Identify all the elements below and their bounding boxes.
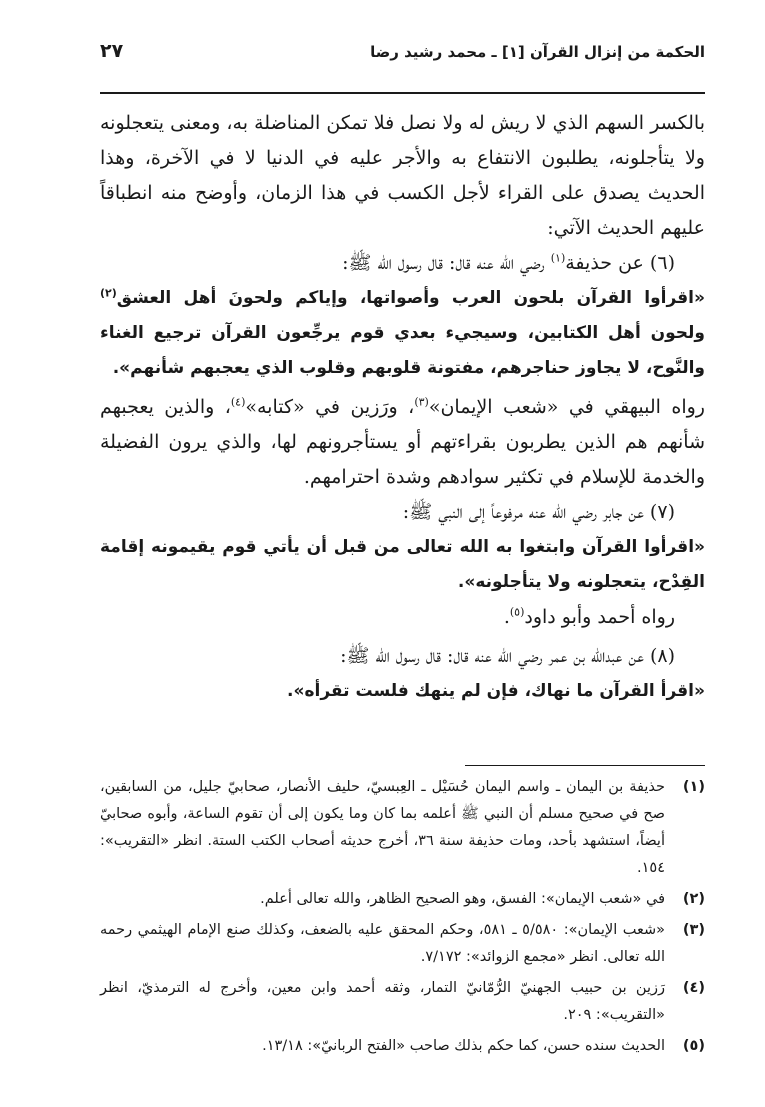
footnote-number: (٤) (682, 980, 705, 996)
hadith-8-intro: (٨) عن عبدالله بن عمر رضي الله عنه قال: قال رسول الله ﷺ: (340, 645, 675, 667)
footnote-number: (٣) (682, 922, 705, 938)
hadith-6-source-b: ، ورَزين في «كتابه» (245, 396, 415, 418)
footnote-ref-1: (١) (550, 251, 566, 265)
hadith-6-source (100, 390, 705, 495)
footnote-text: «شعب الإيمان»: ٥/٥٨٠ ـ ٥٨١، وحكم المحقق عليه بالضعف، وكذلك صنع الإمام الهيثمي رحمه الله تعالى. انظر «مجمع الزوائد»: ٧/١٧٢. (100, 922, 665, 965)
hadith-7-intro: (٧) عن جابر رضي الله عنه مرفوعاً إلى النبي ﷺ: (402, 501, 675, 523)
page-number: ٢٧ (100, 40, 124, 62)
footnote-ref-5: (٥) (509, 605, 525, 619)
hadith-7-source (100, 600, 705, 635)
footnote-text: رَزين بن حبيب الجهنيّ الرُّمّانيّ التمار، وثقه أحمد وابن معين، وأخرج له الترمذيّ، انظر «التقريب»: ٢٠٩. (100, 980, 665, 1023)
running-head (100, 40, 705, 80)
hadith-7-source-a: رواه أحمد وأبو داود (524, 606, 675, 628)
hadith-8-text: «اقرأ القرآن ما نهاك، فإن لم ينهك فلست تقرأه». (287, 681, 705, 701)
footnote-number: (١) (682, 779, 705, 795)
footnote-1 (100, 774, 705, 882)
hadith-7-source-b: . (503, 606, 510, 628)
hadith-7-text: «اقرأوا القرآن وابتغوا به الله تعالى من قبل أن يأتي قوم يقيمونه إقامة القِدْح، يتعجلونه ولا يتأجلونه». (100, 537, 705, 592)
footnote-number: (٥) (682, 1038, 705, 1054)
hadith-6-source-c: ، والذين يعجبهم شأنهم هم الذين يطربون بقراءتهم أو يستأجرونهم لها، والذي يرون الفضيلة والخدمة للإسلام في تكثير سوادهم وشدة احترامهم. (100, 396, 705, 488)
footnote-divider (465, 765, 705, 766)
hadith-6-source-a: رواه البيهقي في «شعب الإيمان» (428, 396, 705, 418)
footnote-ref-4: (٤) (230, 395, 246, 409)
hadith-6-intro (100, 246, 705, 281)
header-divider (100, 92, 705, 94)
hadith-6-intro-b: رضي الله عنه قال: قال رسول الله ﷺ: (342, 252, 551, 274)
footnotes (100, 774, 705, 1060)
footnote-number: (٢) (682, 891, 705, 907)
footnote-text: حذيفة بن اليمان ـ واسم اليمان حُسَيْل ـ العِبسيّ، حليف الأنصار، صحابيّ جليل، من السابقين، صح في صحيح مسلم أن النبي ﷺ أعلمه بما كان وما يكون إلى أن تقوم الساعة، وأبوه صحابيّ أيضاً، استشهد بأحد، ومات حذيفة سنة ٣٦، أخرج حديثه أصحاب الكتب الستة. انظر «التقريب»: ١٥٤. (100, 779, 665, 876)
footnote-text: في «شعب الإيمان»: الفسق، وهو الصحيح الظاهر، والله تعالى أعلم. (260, 891, 665, 907)
hadith-6-text-a: «اقرأوا القرآن بلحون العرب وأصواتها، وإياكم ولحونَ أهل العشق (116, 288, 705, 308)
footnote-5 (100, 1033, 705, 1060)
running-title: الحكمة من إنزال القرآن [١] ـ محمد رشيد رضا (370, 43, 705, 61)
hadith-6-text-b: ولحون أهل الكتابين، وسيجيء بعدي قوم يرجِّعون القرآن ترجيع الغناء والنَّوح، لا يجاوز حناجرهم، مفتونة قلوبهم وقلوب الذي يعجبهم شأنهم». (100, 323, 705, 378)
footnote-4 (100, 975, 705, 1029)
footnote-2 (100, 886, 705, 913)
footnote-ref-3: (٣) (414, 395, 429, 409)
footnote-3 (100, 917, 705, 971)
page (100, 40, 705, 1064)
intro-paragraph: بالكسر السهم الذي لا ريش له ولا نصل فلا تمكن المناضلة به، ومعنى يتعجلونه ولا يتأجلونه، يطلبون الانتفاع به والأجر عليه في الدنيا لا في الآخرة، وهذا الحديث يصدق على القراء لأجل الكسب في هذا الزمان، وأوضح منه انطباقاً عليهم الحديث الآتي: (100, 112, 705, 239)
footnote-text: الحديث سنده حسن، كما حكم بذلك صاحب «الفتح الربانيّ»: ١٣/١٨. (262, 1038, 665, 1054)
footnote-ref-2: (٢) (100, 286, 117, 300)
hadith-6-intro-a: (٦) عن حذيفة (565, 252, 675, 274)
main-text (100, 106, 705, 709)
hadith-6-text (100, 281, 705, 386)
